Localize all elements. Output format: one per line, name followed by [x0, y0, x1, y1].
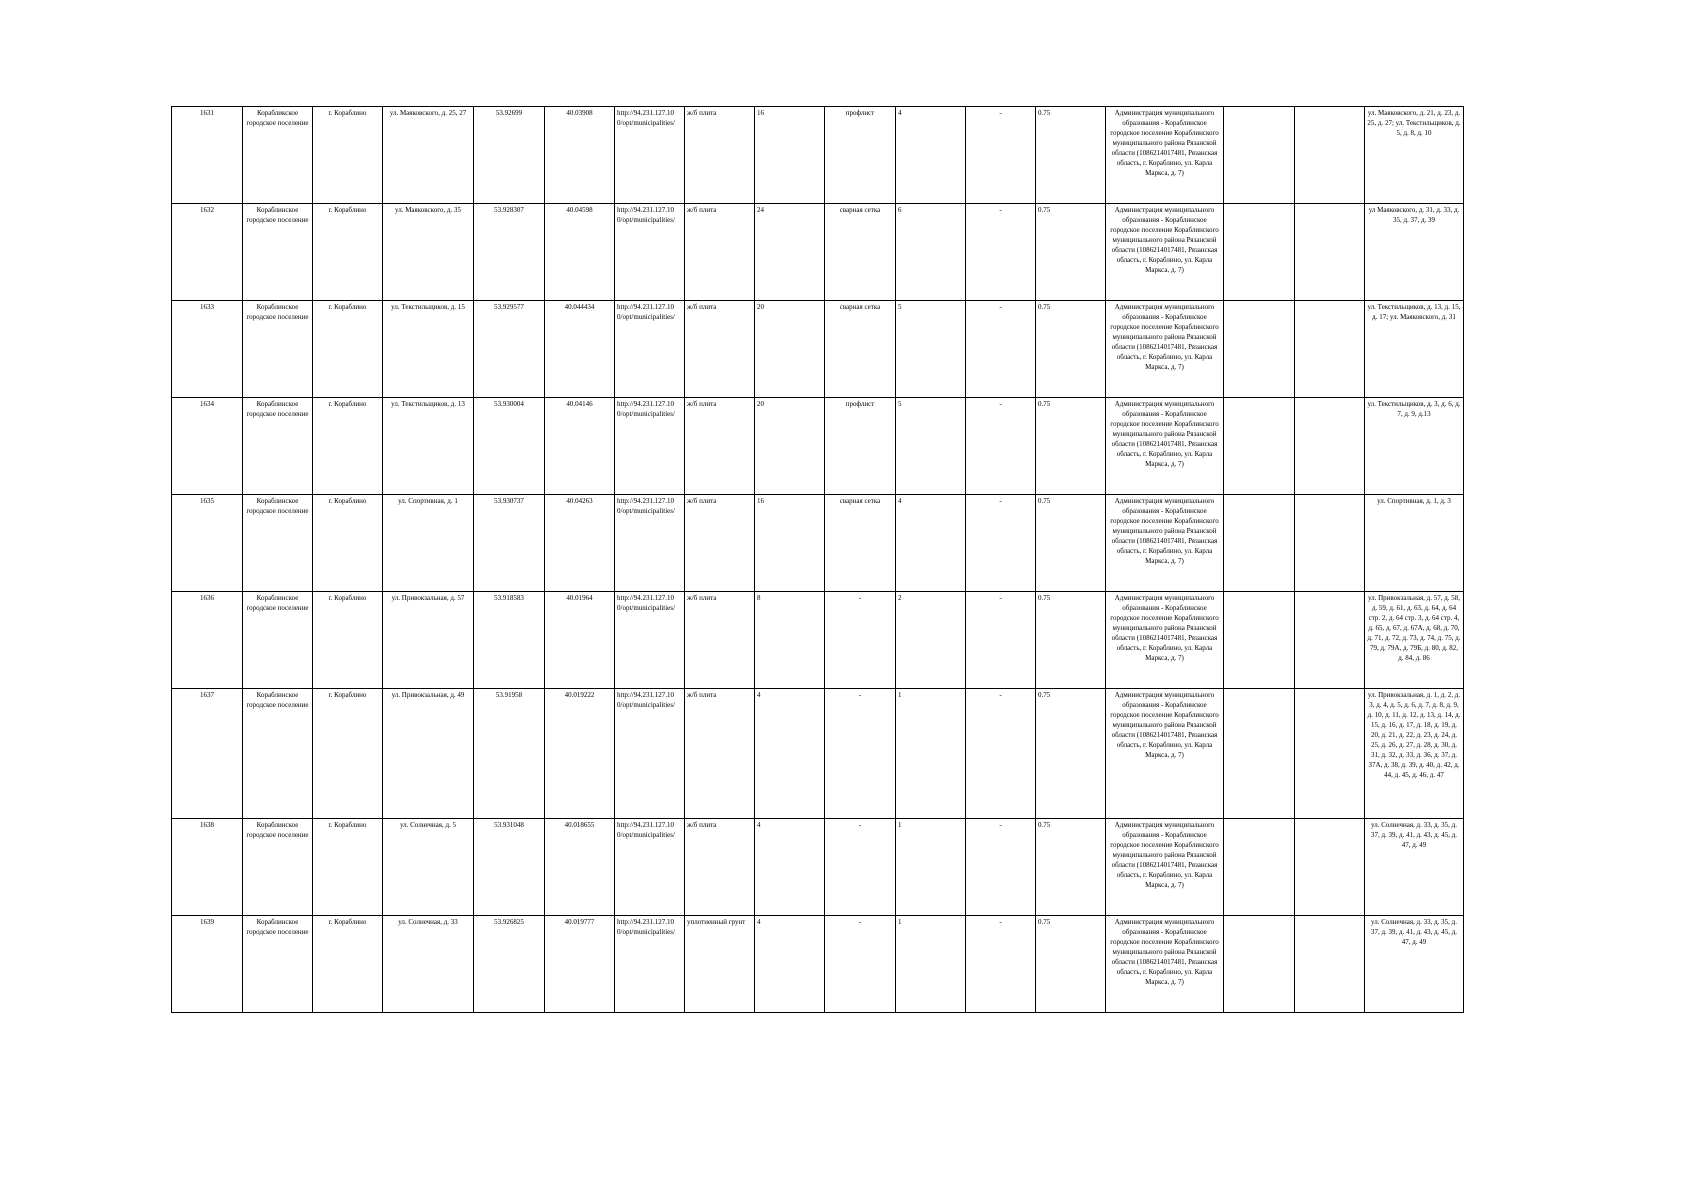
volume-cell: 0.75	[1036, 592, 1106, 689]
empty-cell	[1224, 819, 1295, 916]
area-cell: 16	[755, 107, 825, 204]
bunker-cell: -	[966, 689, 1036, 819]
fence-cell: -	[825, 592, 896, 689]
address-cell: ул. Маяковского, д. 25, 27	[383, 107, 474, 204]
table-row	[172, 495, 1464, 592]
fence-cell: сварная сетка	[825, 204, 896, 301]
waste-sources-cell: ул. Спортивная, д. 1, д. 3	[1365, 495, 1464, 592]
address-cell: ул. Маяковского, д. 35	[383, 204, 474, 301]
empty-cell	[1224, 689, 1295, 819]
owner-cell: Администрация муниципального образования - Кораблинское городское поселение Кораблинского муниципального района Рязанской области (1086214017481, Рязанская область, г. Кораблино, ул. Карла Маркса, д. 7)	[1106, 204, 1224, 301]
longitude-cell: 40.019222	[545, 689, 615, 819]
map-link-cell: http://94.231.127.10 0/opt/municipalities/	[615, 819, 685, 916]
map-link-cell: http://94.231.127.10 0/opt/municipalities/	[615, 916, 685, 1013]
row-number: 1639	[172, 916, 243, 1013]
containers-count-cell: 6	[896, 204, 966, 301]
waste-sources-cell: ул. Привокзальная, д. 1, д. 2, д. 3, д. 4, д. 5, д. 6, д. 7, д. 8, д. 9, д. 10, д. 11, д. 12, д. 13, д. 14, д. 15, д. 16, д. 17, д. 18, д. 19, д. 20, д. 21, д. 22, д. 23, д. 24, д. 25, д. 26, д. 27, д. 28, д. 30, д. 31, д. 32, д. 33, д. 36, д. 37, д. 37А, д. 38, д. 39, д. 40, д. 42, д. 44, д. 45, д. 46, д. 47	[1365, 689, 1464, 819]
containers-count-cell: 2	[896, 592, 966, 689]
settlement-cell: Кораблинское городское поселение	[243, 819, 313, 916]
row-number: 1632	[172, 204, 243, 301]
volume-cell: 0.75	[1036, 819, 1106, 916]
volume-cell: 0.75	[1036, 916, 1106, 1013]
bunker-cell: -	[966, 204, 1036, 301]
volume-cell: 0.75	[1036, 301, 1106, 398]
empty-cell	[1224, 495, 1295, 592]
city-cell: г. Кораблино	[313, 916, 383, 1013]
table-row	[172, 301, 1464, 398]
fence-cell: сварная сетка	[825, 495, 896, 592]
empty-cell	[1224, 107, 1295, 204]
table-row	[172, 398, 1464, 495]
city-cell: г. Кораблино	[313, 301, 383, 398]
city-cell: г. Кораблино	[313, 398, 383, 495]
city-cell: г. Кораблино	[313, 107, 383, 204]
surface-cell: ж/б плита	[685, 398, 755, 495]
table-row	[172, 916, 1464, 1013]
containers-count-cell: 4	[896, 107, 966, 204]
owner-cell: Администрация муниципального образования - Кораблинское городское поселение Кораблинского муниципального района Рязанской области (1086214017481, Рязанская область, г. Кораблино, ул. Карла Маркса, д. 7)	[1106, 689, 1224, 819]
fence-cell: профлист	[825, 107, 896, 204]
map-link-cell: http://94.231.127.10 0/opt/municipalities/	[615, 495, 685, 592]
longitude-cell: 40.04598	[545, 204, 615, 301]
containers-count-cell: 1	[896, 916, 966, 1013]
table-row	[172, 107, 1464, 204]
fence-cell: -	[825, 916, 896, 1013]
surface-cell: ж/б плита	[685, 107, 755, 204]
area-cell: 4	[755, 916, 825, 1013]
bunker-cell: -	[966, 495, 1036, 592]
row-number: 1637	[172, 689, 243, 819]
empty-cell	[1224, 301, 1295, 398]
settlement-cell: Корабликское городское поселение	[243, 107, 313, 204]
volume-cell: 0.75	[1036, 398, 1106, 495]
empty-cell	[1295, 592, 1365, 689]
address-cell: ул. Текстильщиков, д. 15	[383, 301, 474, 398]
bunker-cell: -	[966, 592, 1036, 689]
map-link-cell: http://94.231.127.10 0/opt/municipalities/	[615, 592, 685, 689]
area-cell: 8	[755, 592, 825, 689]
containers-count-cell: 1	[896, 819, 966, 916]
containers-count-cell: 5	[896, 301, 966, 398]
containers-count-cell: 1	[896, 689, 966, 819]
empty-cell	[1224, 398, 1295, 495]
surface-cell: ж/б плита	[685, 204, 755, 301]
empty-cell	[1295, 495, 1365, 592]
waste-sources-cell: ул. Привокзальная, д. 57, д. 58, д. 59, д. 61, д. 63, д. 64, д. 64 стр. 2, д. 64 стр. 3, д. 64 стр. 4, д. 65, д. 67, д. 67А, д. 68, д. 70, д. 71, д. 72, д. 73, д. 74, д. 75, д. 79, д. 79А, д. 79Б, д. 80, д. 82, д. 84, д. 86	[1365, 592, 1464, 689]
address-cell: ул. Привокзальная, д. 57	[383, 592, 474, 689]
owner-cell: Администрация муниципального образования - Кораблинское городское поселение Кораблинского муниципального района Рязанской области (1086214017481, Рязанская область, г. Кораблино, ул. Карла Маркса, д. 7)	[1106, 301, 1224, 398]
surface-cell: ж/б плита	[685, 819, 755, 916]
area-cell: 4	[755, 819, 825, 916]
owner-cell: Администрация муниципального образования - Кораблинское городское поселение Кораблинского муниципального района Рязанской области (1086214017481, Рязанская область, г. Кораблино, ул. Карла Маркса, д. 7)	[1106, 819, 1224, 916]
settlement-cell: Кораблинское городское поселение	[243, 916, 313, 1013]
row-number: 1634	[172, 398, 243, 495]
city-cell: г. Кораблино	[313, 592, 383, 689]
address-cell: ул. Солнечная, д. 5	[383, 819, 474, 916]
surface-cell: ж/б плита	[685, 592, 755, 689]
waste-sources-cell: ул. Текстильщиков, д. 13, д. 15, д. 17; ул. Маяковского, д. 31	[1365, 301, 1464, 398]
latitude-cell: 53.918583	[474, 592, 545, 689]
surface-cell: ж/б плита	[685, 495, 755, 592]
latitude-cell: 53.930737	[474, 495, 545, 592]
map-link-cell: http://94.231.127.10 0/opt/municipalities/	[615, 107, 685, 204]
surface-cell: уплотненный грунт	[685, 916, 755, 1013]
bunker-cell: -	[966, 398, 1036, 495]
area-cell: 16	[755, 495, 825, 592]
longitude-cell: 40.019777	[545, 916, 615, 1013]
table-row	[172, 204, 1464, 301]
owner-cell: Администрация муниципального образования - Кораблинское городское поселение Кораблинского муниципального района Рязанской области (1086214017481, Рязанская область, г. Кораблино, ул. Карла Маркса, д. 7)	[1106, 107, 1224, 204]
fence-cell: -	[825, 689, 896, 819]
empty-cell	[1224, 592, 1295, 689]
settlement-cell: Кораблинское городское поселение	[243, 204, 313, 301]
row-number: 1631	[172, 107, 243, 204]
volume-cell: 0.75	[1036, 107, 1106, 204]
address-cell: ул. Привокзальная, д. 49	[383, 689, 474, 819]
area-cell: 20	[755, 301, 825, 398]
waste-sources-cell: ул. Солнечная, д. 33, д. 35, д. 37, д. 39, д. 41, д. 43, д. 45, д. 47, д. 49	[1365, 916, 1464, 1013]
row-number: 1633	[172, 301, 243, 398]
bunker-cell: -	[966, 301, 1036, 398]
containers-count-cell: 4	[896, 495, 966, 592]
row-number: 1636	[172, 592, 243, 689]
settlement-cell: Кораблинское городское поселение	[243, 592, 313, 689]
empty-cell	[1295, 819, 1365, 916]
owner-cell: Администрация муниципального образования - Кораблинское городское поселение Кораблинского муниципального района Рязанской области (1086214017481, Рязанская область, г. Кораблино, ул. Карла Маркса, д. 7)	[1106, 495, 1224, 592]
latitude-cell: 53.930004	[474, 398, 545, 495]
address-cell: ул. Солнечная, д. 33	[383, 916, 474, 1013]
address-cell: ул. Спортивная, д. 1	[383, 495, 474, 592]
city-cell: г. Кораблино	[313, 495, 383, 592]
fence-cell: профлист	[825, 398, 896, 495]
fence-cell: сварная сетка	[825, 301, 896, 398]
containers-count-cell: 5	[896, 398, 966, 495]
waste-sources-cell: ул. Маяковского, д. 21, д. 23, д. 25, д. 27; ул. Текстильщиков, д. 5, д. 8, д. 10	[1365, 107, 1464, 204]
settlement-cell: Кораблинское городское поселение	[243, 301, 313, 398]
latitude-cell: 53.91958	[474, 689, 545, 819]
empty-cell	[1295, 689, 1365, 819]
map-link-cell: http://94.231.127.10 0/opt/municipalities/	[615, 301, 685, 398]
longitude-cell: 40.018655	[545, 819, 615, 916]
latitude-cell: 53.928307	[474, 204, 545, 301]
map-link-cell: http://94.231.127.10 0/opt/municipalities/	[615, 398, 685, 495]
area-cell: 24	[755, 204, 825, 301]
volume-cell: 0.75	[1036, 204, 1106, 301]
owner-cell: Администрация муниципального образования - Кораблинское городское поселение Кораблинского муниципального района Рязанской области (1086214017481, Рязанская область, г. Кораблино, ул. Карла Маркса, д. 7)	[1106, 398, 1224, 495]
map-link-cell: http://94.231.127.10 0/opt/municipalities/	[615, 689, 685, 819]
surface-cell: ж/б плита	[685, 301, 755, 398]
table-row	[172, 689, 1464, 819]
latitude-cell: 53.931048	[474, 819, 545, 916]
bunker-cell: -	[966, 916, 1036, 1013]
empty-cell	[1295, 916, 1365, 1013]
empty-cell	[1295, 301, 1365, 398]
owner-cell: Администрация муниципального образования - Кораблинское городское поселение Кораблинского муниципального района Рязанской области (1086214017481, Рязанская область, г. Кораблино, ул. Карла Маркса, д. 7)	[1106, 592, 1224, 689]
volume-cell: 0.75	[1036, 689, 1106, 819]
table-row	[172, 592, 1464, 689]
bunker-cell: -	[966, 819, 1036, 916]
longitude-cell: 40.044434	[545, 301, 615, 398]
settlement-cell: Кораблинское городское поселение	[243, 495, 313, 592]
longitude-cell: 40.01964	[545, 592, 615, 689]
city-cell: г. Кораблино	[313, 819, 383, 916]
surface-cell: ж/б плита	[685, 689, 755, 819]
empty-cell	[1224, 916, 1295, 1013]
empty-cell	[1295, 204, 1365, 301]
settlement-cell: Кораблинское городское поселение	[243, 689, 313, 819]
owner-cell: Администрация муниципального образования - Кораблинское городское поселение Кораблинского муниципального района Рязанской области (1086214017481, Рязанская область, г. Кораблино, ул. Карла Маркса, д. 7)	[1106, 916, 1224, 1013]
empty-cell	[1224, 204, 1295, 301]
table-body	[172, 107, 1464, 1013]
waste-sources-cell: ул. Солнечная, д. 33, д. 35, д. 37, д. 39, д. 41, д. 43, д. 45, д. 47, д. 49	[1365, 819, 1464, 916]
empty-cell	[1295, 107, 1365, 204]
row-number: 1638	[172, 819, 243, 916]
fence-cell: -	[825, 819, 896, 916]
waste-sites-table	[171, 106, 1464, 1013]
row-number: 1635	[172, 495, 243, 592]
latitude-cell: 53.926825	[474, 916, 545, 1013]
latitude-cell: 53.92699	[474, 107, 545, 204]
address-cell: ул. Текстильщиков, д. 13	[383, 398, 474, 495]
area-cell: 4	[755, 689, 825, 819]
waste-sources-cell: ул. Текстильщиков, д. 3, д. 6, д. 7, д. 9, д.13	[1365, 398, 1464, 495]
longitude-cell: 40.04263	[545, 495, 615, 592]
settlement-cell: Кораблинское городское поселение	[243, 398, 313, 495]
longitude-cell: 40.04146	[545, 398, 615, 495]
empty-cell	[1295, 398, 1365, 495]
table-row	[172, 819, 1464, 916]
area-cell: 20	[755, 398, 825, 495]
bunker-cell: -	[966, 107, 1036, 204]
city-cell: г. Кораблино	[313, 689, 383, 819]
city-cell: г. Кораблино	[313, 204, 383, 301]
waste-sources-cell: ул Маяковского, д. 31, д. 33, д. 35, д. 37, д. 39	[1365, 204, 1464, 301]
volume-cell: 0.75	[1036, 495, 1106, 592]
longitude-cell: 40.03908	[545, 107, 615, 204]
latitude-cell: 53.929577	[474, 301, 545, 398]
map-link-cell: http://94.231.127.10 0/opt/municipalities/	[615, 204, 685, 301]
